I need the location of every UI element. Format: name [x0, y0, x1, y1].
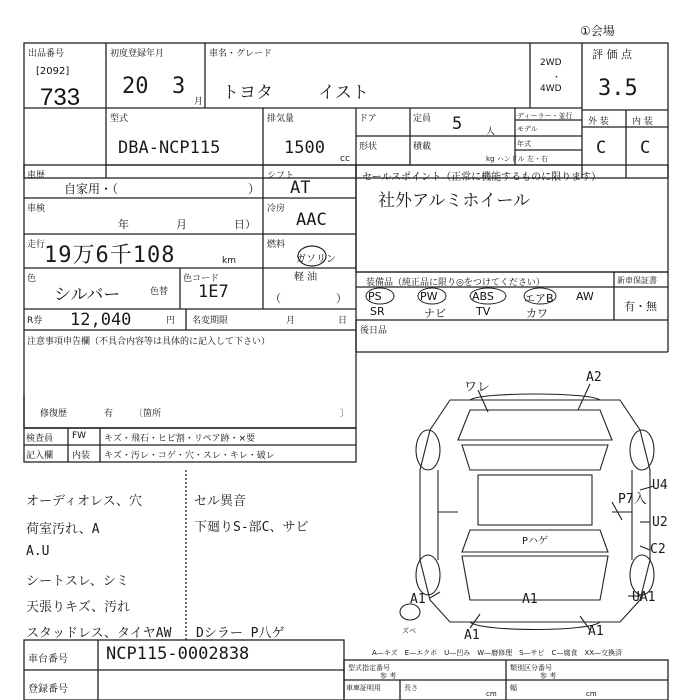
lot-code: [2092]	[36, 66, 70, 77]
type-designation-label: 型式指定番号	[348, 664, 390, 672]
recycle-label: R券	[27, 316, 43, 326]
mark-u2: U2	[652, 515, 668, 530]
mark-a1-right: A1	[588, 624, 604, 639]
model-code-value: DBA-NCP115	[118, 138, 221, 158]
inspection-label: 車検	[27, 204, 46, 214]
mark-c2: C2	[650, 542, 666, 557]
registration-month-unit: 月	[194, 97, 204, 107]
remark-left-6: スタッドレス、タイヤAW	[26, 626, 172, 641]
lot-number: 733	[40, 84, 81, 111]
inspector-interior: 内装	[72, 451, 91, 461]
exterior-grade: C	[596, 138, 607, 158]
displacement-label: 排気量	[267, 114, 295, 124]
history-label: 車歴	[27, 171, 46, 181]
dealer-label: ディーラー・並行	[517, 112, 573, 120]
remark-left-2: 荷室汚れ、A	[26, 522, 100, 537]
damage-legend: A—キズ E—エクボ U—凹み W—磨修理 S—サビ C—腐食 XX—交換済	[372, 649, 623, 657]
fuel-paren-close: ）	[336, 292, 347, 305]
history-value: 自家用・（	[64, 182, 119, 196]
category-reference: 参 考	[540, 672, 557, 680]
exterior-label: 外 装	[588, 117, 609, 127]
fuel-gasoline: ガソリン	[296, 254, 336, 265]
mark-u4: U4	[652, 478, 668, 493]
car-maker: トヨタ	[222, 83, 273, 103]
remark-left-5: 天張りキズ、汚れ	[26, 600, 131, 615]
cert-no-label: 車庫証明用	[346, 684, 381, 692]
repair-place-close: 〕	[340, 409, 350, 419]
repair-value: 有	[104, 409, 114, 419]
length-label: 長さ	[404, 684, 418, 692]
registration-year: 20	[122, 74, 149, 99]
model-code-label: 型式	[110, 114, 129, 124]
fuel-paren-open: （	[270, 292, 281, 305]
length-unit: cm	[486, 690, 497, 698]
mileage-value: 19万6千108	[44, 243, 176, 268]
car-label: 車名・グレード	[209, 49, 273, 59]
inspection-year-unit: 年	[118, 218, 129, 231]
mark-p7: P7入	[618, 492, 647, 507]
capacity-label: 定員	[413, 114, 432, 124]
equip-tv: TV	[476, 305, 491, 318]
inspection-month-unit: 月	[176, 218, 187, 231]
chassis-value: NCP115-0002838	[106, 644, 250, 664]
model-year-label-2: 年式	[517, 140, 531, 148]
registration-no-label: 登録番号	[28, 684, 68, 695]
handle-label: kg ハンドル 左・右	[486, 155, 548, 163]
remark-left-4: シートスレ、シミ	[26, 574, 129, 589]
width-label: 幅	[510, 684, 517, 692]
repair-label: 修復歴	[40, 409, 68, 419]
mark-a1-center: A1	[522, 592, 538, 607]
fuel-label: 燃料	[267, 240, 286, 250]
fuel-light-oil: 軽 油	[294, 272, 318, 283]
name-change-day: 日	[338, 316, 348, 326]
inspector-interior-items: キズ・汚レ・コゲ・穴・スレ・キレ・破レ	[104, 451, 275, 461]
cooling-label: 冷房	[267, 204, 286, 214]
capacity-unit: 人	[486, 127, 496, 137]
lot-label: 出品番号	[28, 49, 65, 59]
grade-value: 3.5	[598, 76, 638, 101]
drive-dot: ・	[552, 73, 562, 83]
sales-point-label: セールスポイント（正常に機能するものに限ります）	[362, 172, 602, 183]
remark-left-3: A.U	[26, 544, 50, 559]
venue-mark: ①会場	[580, 24, 615, 38]
mileage-label: 走行	[27, 240, 46, 250]
drive-2wd: 2WD	[540, 58, 562, 68]
remark-left-1: オーディオレス、穴	[26, 494, 142, 509]
capacity-value: 5	[452, 114, 463, 134]
equipment-label: 装備品（純正品に限り◎をつけてください）	[366, 278, 545, 288]
grade-label: 評 価 点	[592, 48, 632, 61]
equip-leather: カワ	[526, 307, 548, 320]
equip-ps: PS	[368, 290, 382, 303]
equip-aw: AW	[576, 290, 594, 303]
interior-label: 内 装	[632, 117, 653, 127]
equip-abs: ABS	[472, 290, 494, 303]
notes-label: 注意事項申告欄（不具合内容等は具体的に記入して下さい）	[27, 337, 271, 347]
mark-p8ge: Pハゲ	[522, 536, 549, 547]
car-model: イスト	[318, 83, 369, 103]
cooling-value: AAC	[296, 210, 327, 230]
name-change-label: 名変期限	[192, 316, 229, 326]
post-install-label: 後日品	[360, 326, 388, 336]
remark-right-1: セル異音	[194, 494, 247, 509]
color-value: シルバー	[54, 285, 121, 305]
equip-navi: ナビ	[424, 307, 446, 320]
shift-label: シフト	[267, 171, 295, 181]
recycle-value: 12,040	[70, 310, 132, 330]
shape-label: 形状	[359, 142, 378, 152]
recycle-unit: 円	[166, 316, 176, 326]
inspection-day-unit: 日）	[234, 218, 256, 231]
warranty-value: 有・無	[624, 300, 657, 313]
inspector-fw: FW	[72, 431, 87, 441]
color-change-label: 色替	[150, 287, 169, 297]
mark-a1-left: A1	[410, 592, 426, 607]
name-change-month: 月	[286, 316, 296, 326]
category-no-label: 類別区分番号	[510, 664, 552, 672]
type-reference: 参 考	[380, 672, 397, 680]
inspector-label: 検査員	[26, 434, 54, 444]
color-label: 色	[27, 274, 37, 284]
mark-crack: ワレ	[464, 380, 491, 395]
model-year-label-1: モデル	[517, 125, 538, 133]
displacement-value: 1500	[284, 138, 325, 158]
color-code: 1E7	[198, 282, 229, 302]
mark-small-note: ズベ	[402, 627, 416, 635]
mileage-unit: km	[222, 256, 236, 266]
registration-label: 初度登録年月	[110, 49, 165, 59]
remark-right-2: 下廻りS-部C、サビ	[194, 520, 309, 535]
inspector-fw-items: キズ・飛石・ヒビ割・リペア跡・×要	[104, 434, 256, 444]
doors-label: ドア	[359, 114, 377, 124]
interior-grade: C	[640, 138, 651, 158]
mark-a2: A2	[586, 370, 602, 385]
warranty-label: 新車保証書	[617, 276, 657, 285]
equip-sr: SR	[370, 305, 385, 318]
mark-a1-rear: A1	[464, 628, 480, 643]
displacement-unit: cc	[340, 154, 350, 164]
equip-airbag: エアB	[524, 292, 554, 305]
repair-place-open: 〔箇所	[134, 409, 162, 419]
remark-right-3: Dシラー P八ゲ	[196, 626, 285, 641]
entry-label: 記入欄	[26, 451, 54, 461]
chassis-label: 車台番号	[28, 654, 68, 665]
drive-4wd: 4WD	[540, 84, 562, 94]
registration-month: 3	[172, 74, 186, 99]
history-close: ）	[248, 182, 261, 196]
sales-point-value: 社外アルミホイール	[378, 191, 530, 211]
load-label: 積載	[413, 142, 432, 152]
width-unit: cm	[586, 690, 597, 698]
color-code-label: 色コード	[183, 274, 220, 284]
mark-ua1: UA1	[632, 590, 656, 605]
equip-pw: PW	[420, 290, 438, 303]
shift-value: AT	[290, 178, 311, 198]
